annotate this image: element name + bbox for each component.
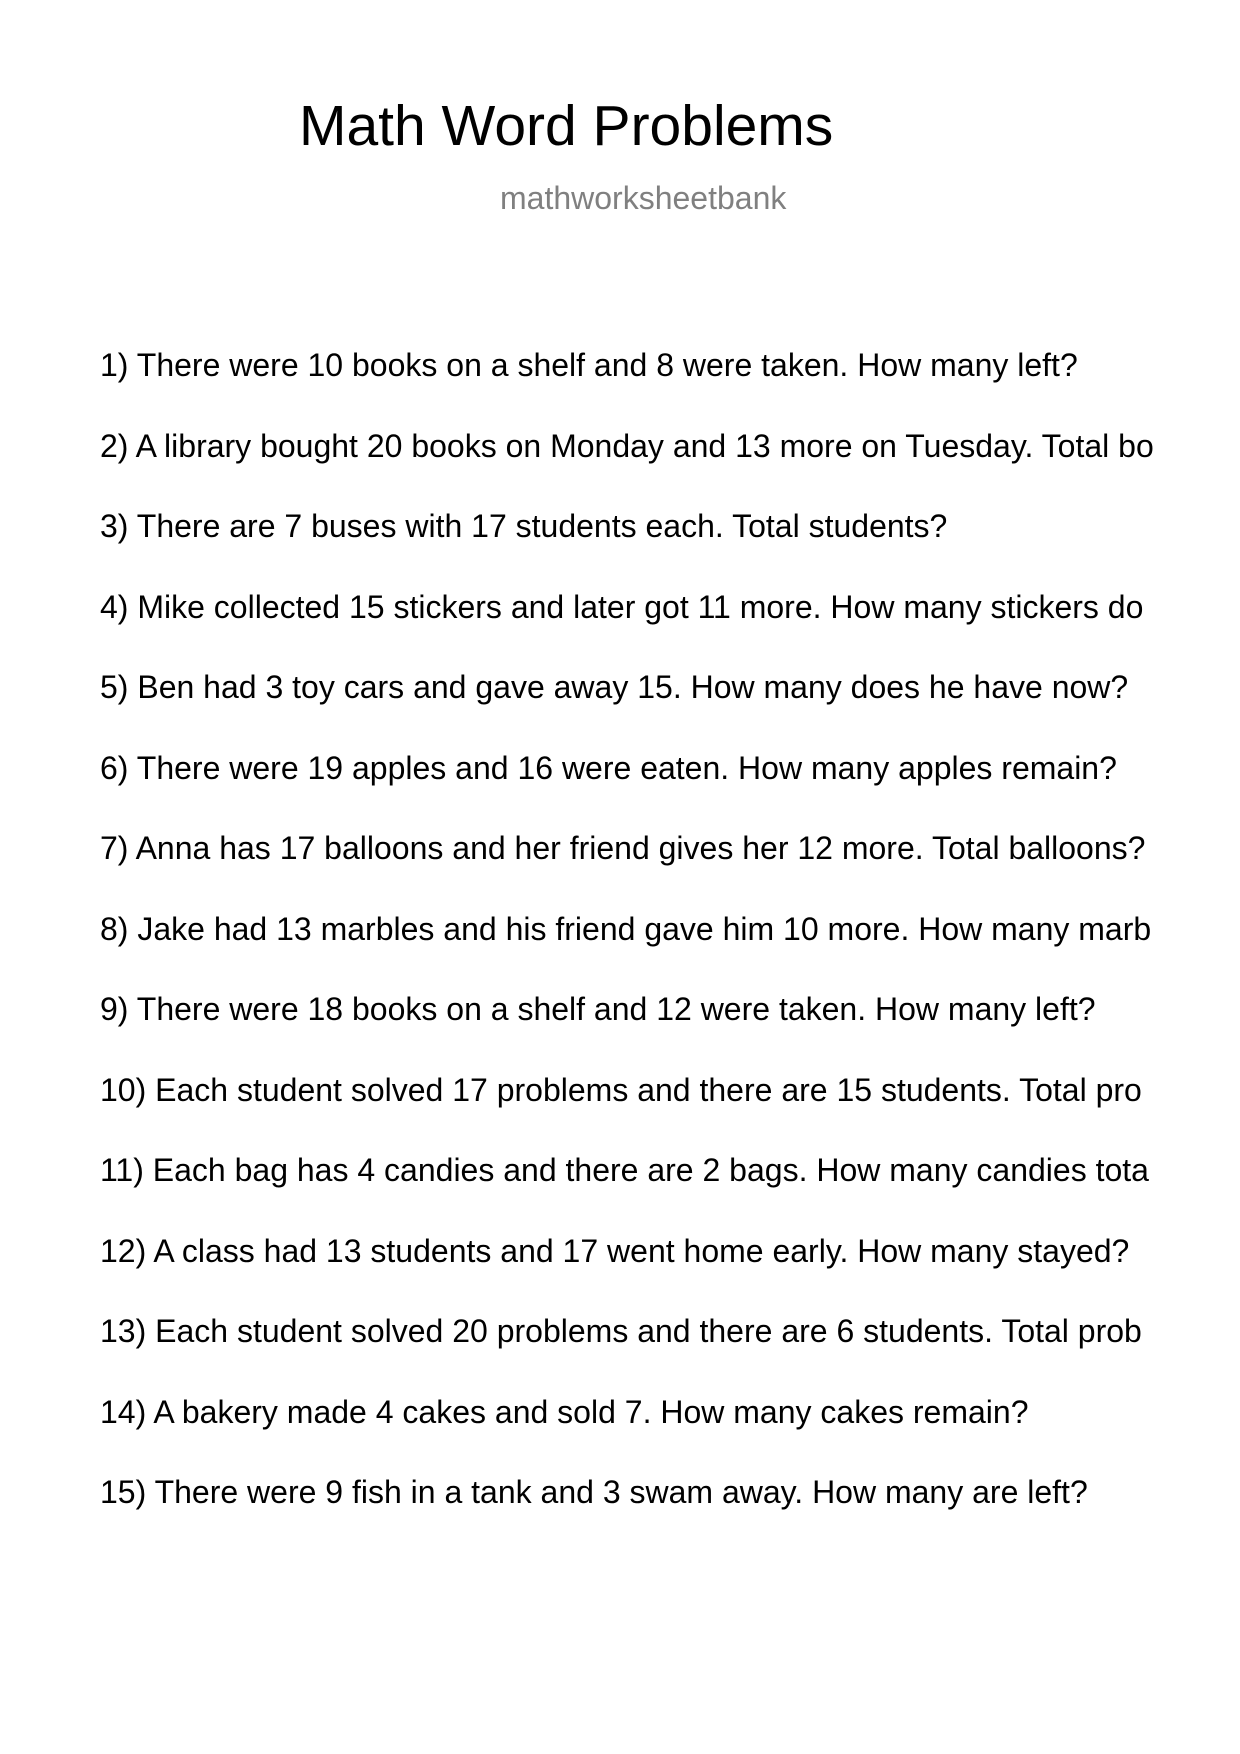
problem-item: 7) Anna has 17 balloons and her friend gives her 12 more. Total balloons? (100, 830, 1146, 866)
problem-list (100, 349, 1154, 1557)
page-subtitle: mathworksheetbank (500, 180, 787, 216)
problem-item: 3) There are 7 buses with 17 students each. Total students? (100, 508, 948, 544)
problem-item: 13) Each student solved 20 problems and there are 6 students. Total prob (100, 1313, 1142, 1349)
problem-item: 10) Each student solved 17 problems and there are 15 students. Total pro (100, 1071, 1142, 1108)
problem-item: 15) There were 9 fish in a tank and 3 swam away. How many are left? (100, 1474, 1088, 1510)
problem-item: 2) A library bought 20 books on Monday and 13 more on Tuesday. Total bo (100, 427, 1154, 464)
problem-item: 6) There were 19 apples and 16 were eaten. How many apples remain? (100, 749, 1117, 786)
problem-item: 5) Ben had 3 toy cars and gave away 15. How many does he have now? (100, 669, 1129, 705)
problem-item: 11) Each bag has 4 candies and there are 2 bags. How many candies tota (100, 1152, 1149, 1188)
problem-item: 12) A class had 13 students and 17 went home early. How many stayed? (100, 1232, 1130, 1269)
problem-item: 1) There were 10 books on a shelf and 8 were taken. How many left? (100, 347, 1078, 383)
problem-item: 14) A bakery made 4 cakes and sold 7. How many cakes remain? (100, 1393, 1029, 1430)
page-title: Math Word Problems (299, 94, 834, 158)
problem-item: 9) There were 18 books on a shelf and 12 were taken. How many left? (100, 991, 1096, 1027)
problem-item: 4) Mike collected 15 stickers and later got 11 more. How many stickers do (100, 588, 1144, 625)
problem-item: 8) Jake had 13 marbles and his friend gave him 10 more. How many marb (100, 910, 1152, 947)
